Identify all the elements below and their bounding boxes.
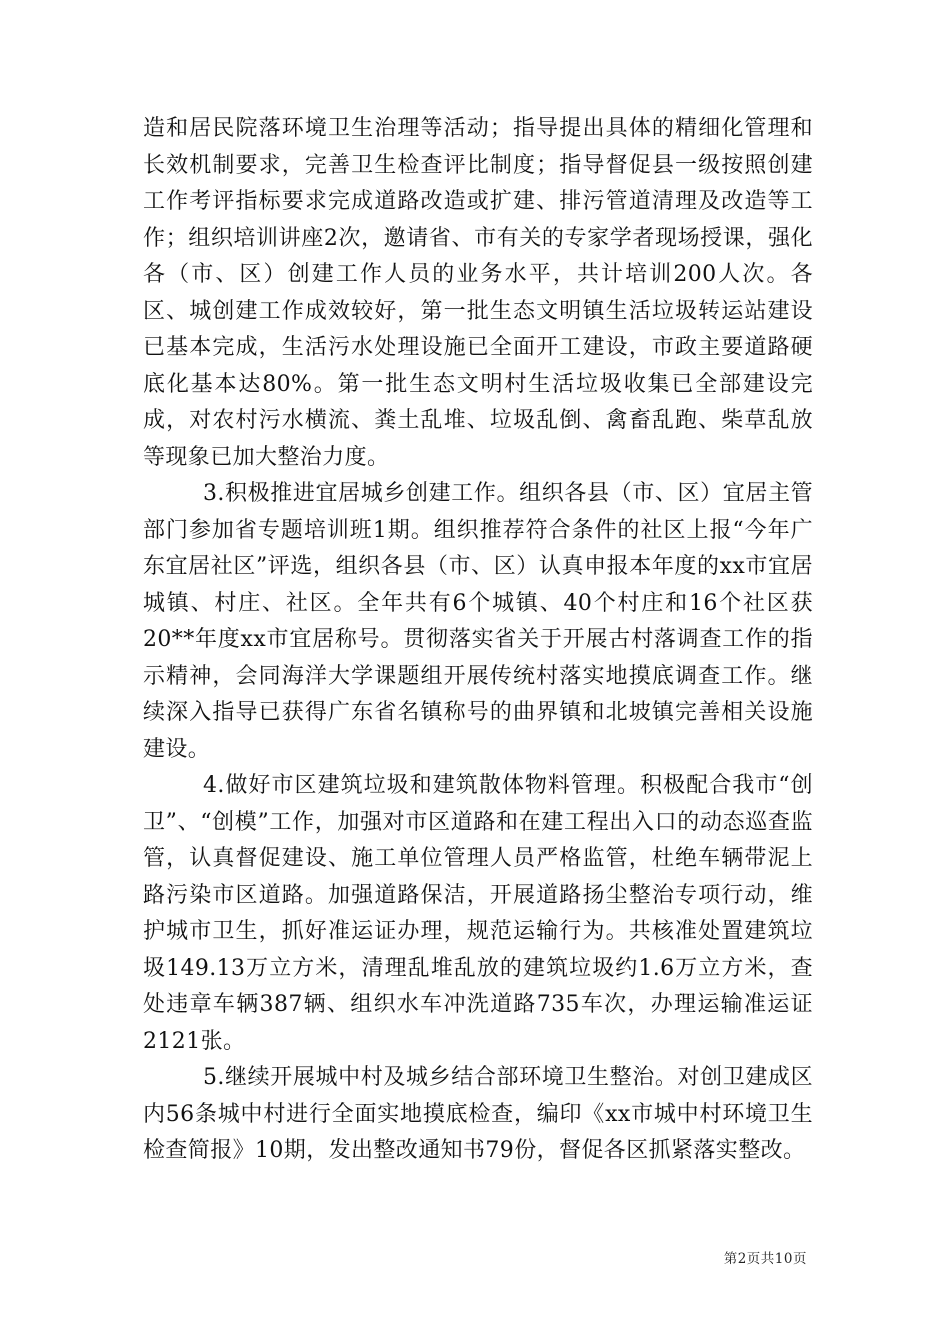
page-number-footer: 第2页共10页 bbox=[723, 1251, 807, 1267]
document-body bbox=[143, 111, 813, 1170]
paragraph-continuation: 造和居民院落环境卫生治理等活动；指导提出具体的精细化管理和长效机制要求，完善卫生检查评比制度；指导督促县一级按照创建工作考评指标要求完成道路改造或扩建、排污管道清理及改造等工作；组织培训讲座2次，邀请省、市有关的专家学者现场授课，强化各（市、区）创建工作人员的业务水平，共计培训200人次。各区、城创建工作成效较好，第一批生态文明镇生活垃圾转运站建设已基本完成，生活污水处理设施已全面开工建设，市政主要道路硬底化基本达80%。第一批生态文明村生活垃圾收集已全部建设完成，对农村污水横流、粪土乱堆、垃圾乱倒、禽畜乱跑、柴草乱放等现象已加大整治力度。 bbox=[143, 116, 813, 470]
paragraph-section-5: 5.继续开展城中村及城乡结合部环境卫生整治。对创卫建成区内56条城中村进行全面实地摸底检查，编印《xx市城中村环境卫生检查简报》10期，发出整改通知书79份，督促各区抓紧落实整改。 bbox=[143, 1065, 813, 1163]
paragraph-section-4: 4.做好市区建筑垃圾和建筑散体物料管理。积极配合我市“创卫”、“创模”工作，加强对市区道路和在建工程出入口的动态巡查监管，认真督促建设、施工单位管理人员严格监管，杜绝车辆带泥上路污染市区道路。加强道路保洁，开展道路扬尘整治专项行动，维护城市卫生，抓好准运证办理，规范运输行为。共核准处置建筑垃圾149.13万立方米，清理乱堆乱放的建筑垃圾约1.6万立方米，查处违章车辆387辆、组织水车冲洗道路735车次，办理运输准运证2121张。 bbox=[143, 773, 813, 1054]
paragraph-section-3: 3.积极推进宜居城乡创建工作。组织各县（市、区）宜居主管部门参加省专题培训班1期。组织推荐符合条件的社区上报“今年广东宜居社区”评选，组织各县（市、区）认真申报本年度的xx市宜居城镇、村庄、社区。全年共有6个城镇、40个村庄和16个社区获20**年度xx市宜居称号。贯彻落实省关于开展古村落调查工作的指示精神，会同海洋大学课题组开展传统村落实地摸底调查工作。继续深入指导已获得广东省名镇称号的曲界镇和北坡镇完善相关设施建设。 bbox=[143, 481, 813, 762]
